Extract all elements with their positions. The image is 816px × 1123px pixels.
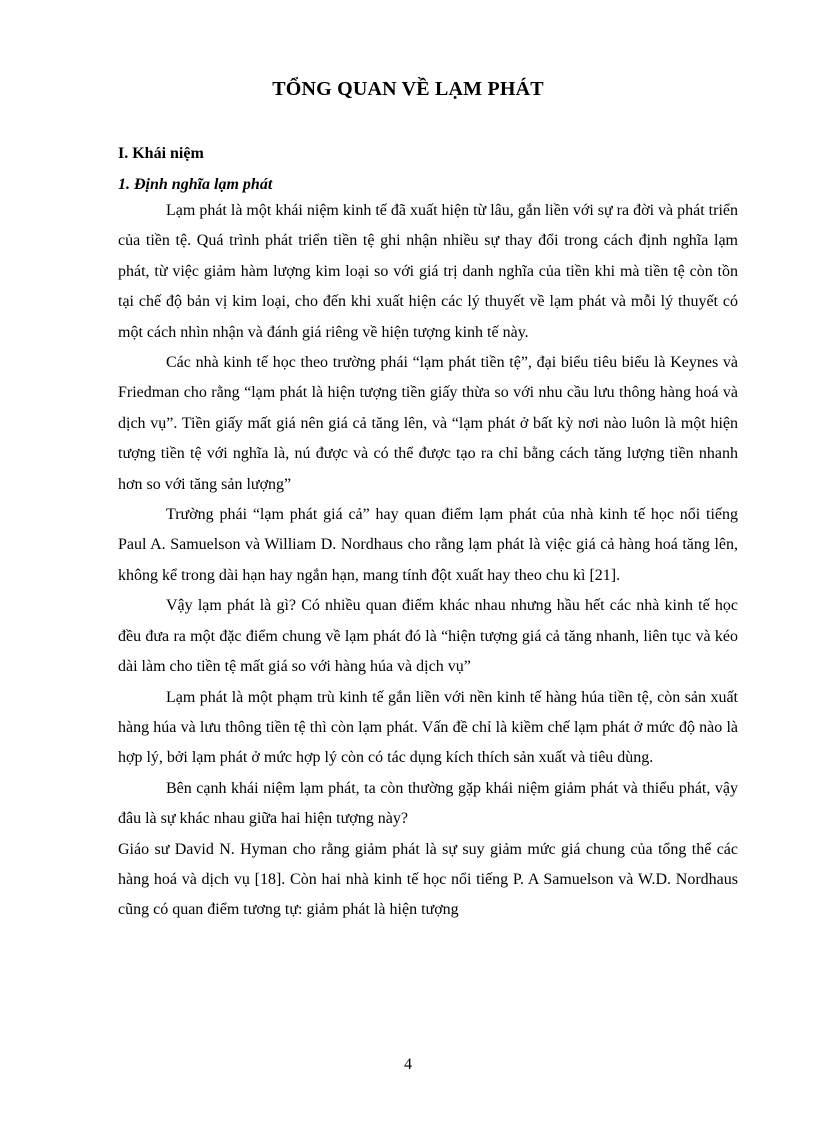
paragraph: Trường phái “lạm phát giá cả” hay quan điểm lạm phát của nhà kinh tế học nổi tiếng Paul A. Samuelson và William D. Nordhaus cho rằng lạm phát là việc giá cả hàng hoá tăng lên, không kể trong dài hạn hay ngắn hạn, mang tính đột xuất hay theo chu kì [21]. [118,506,738,584]
document-body [118,196,738,926]
paragraph: Giáo sư David N. Hyman cho rằng giảm phát là sự suy giảm mức giá chung của tổng thể các hàng hoá và dịch vụ [18]. Còn hai nhà kinh tế học nổi tiếng P. A Samuelson và W.D. Nordhaus cũng có quan điểm tương tự: giảm phát là hiện tượng [118,840,738,919]
paragraph: Các nhà kinh tế học theo trường phái “lạm phát tiền tệ”, đại biểu tiêu biểu là Keynes và Friedman cho rằng “lạm phát là hiện tượng tiền giấy thừa so với nhu cầu lưu thông hàng hoá và dịch vụ”. Tiền giấy mất giá nên giá cả tăng lên, và “lạm phát ở bất kỳ nơi nào luôn là một hiện tượng tiền tệ với nghĩa là, nú được và có thể được tạo ra chỉ bằng cách tăng lượng tiền nhanh hơn so với tăng sản lượng” [118,354,738,493]
document-title: TỔNG QUAN VỀ LẠM PHÁT [272,78,544,100]
page-number: 4 [404,1056,412,1073]
section-heading: I. Khái niệm [118,145,204,162]
subsection-heading: 1. Định nghĩa lạm phát [118,176,273,193]
paragraph: Bên cạnh khái niệm lạm phát, ta còn thường gặp khái niệm giảm phát và thiểu phát, vậy đâu là sự khác nhau giữa hai hiện tượng này? [118,779,738,828]
paragraph: Lạm phát là một phạm trù kinh tế gắn liền với nền kinh tế hàng húa tiền tệ, còn sản xuất hàng húa và lưu thông tiền tệ thì còn lạm phát. Vấn đề chỉ là kiềm chế lạm phát ở mức độ nào là hợp lý, bởi lạm phát ở mức hợp lý còn có tác dụng kích thích sản xuất và tiêu dùng. [118,688,738,767]
paragraph: Lạm phát là một khái niệm kinh tế đã xuất hiện từ lâu, gắn liền với sự ra đời và phát triển của tiền tệ. Quá trình phát triển tiền tệ ghi nhận nhiều sự thay đổi trong cách định nghĩa lạm phát, từ việc giảm hàm lượng kim loại so với giá trị danh nghĩa của tiền khi mà tiền tệ còn tồn tại chế độ bản vị kim loại, cho đến khi xuất hiện các lý thuyết về lạm phát và mỗi lý thuyết có một cách nhìn nhận và đánh giá riêng về hiện tượng kinh tế này. [118,202,738,341]
paragraph: Vậy lạm phát là gì? Có nhiều quan điểm khác nhau nhưng hầu hết các nhà kinh tế học đều đưa ra một đặc điểm chung về lạm phát đó là “hiện tượng giá cả tăng nhanh, liên tục và kéo dài làm cho tiền tệ mất giá so với hàng húa và dịch vụ” [118,597,738,676]
